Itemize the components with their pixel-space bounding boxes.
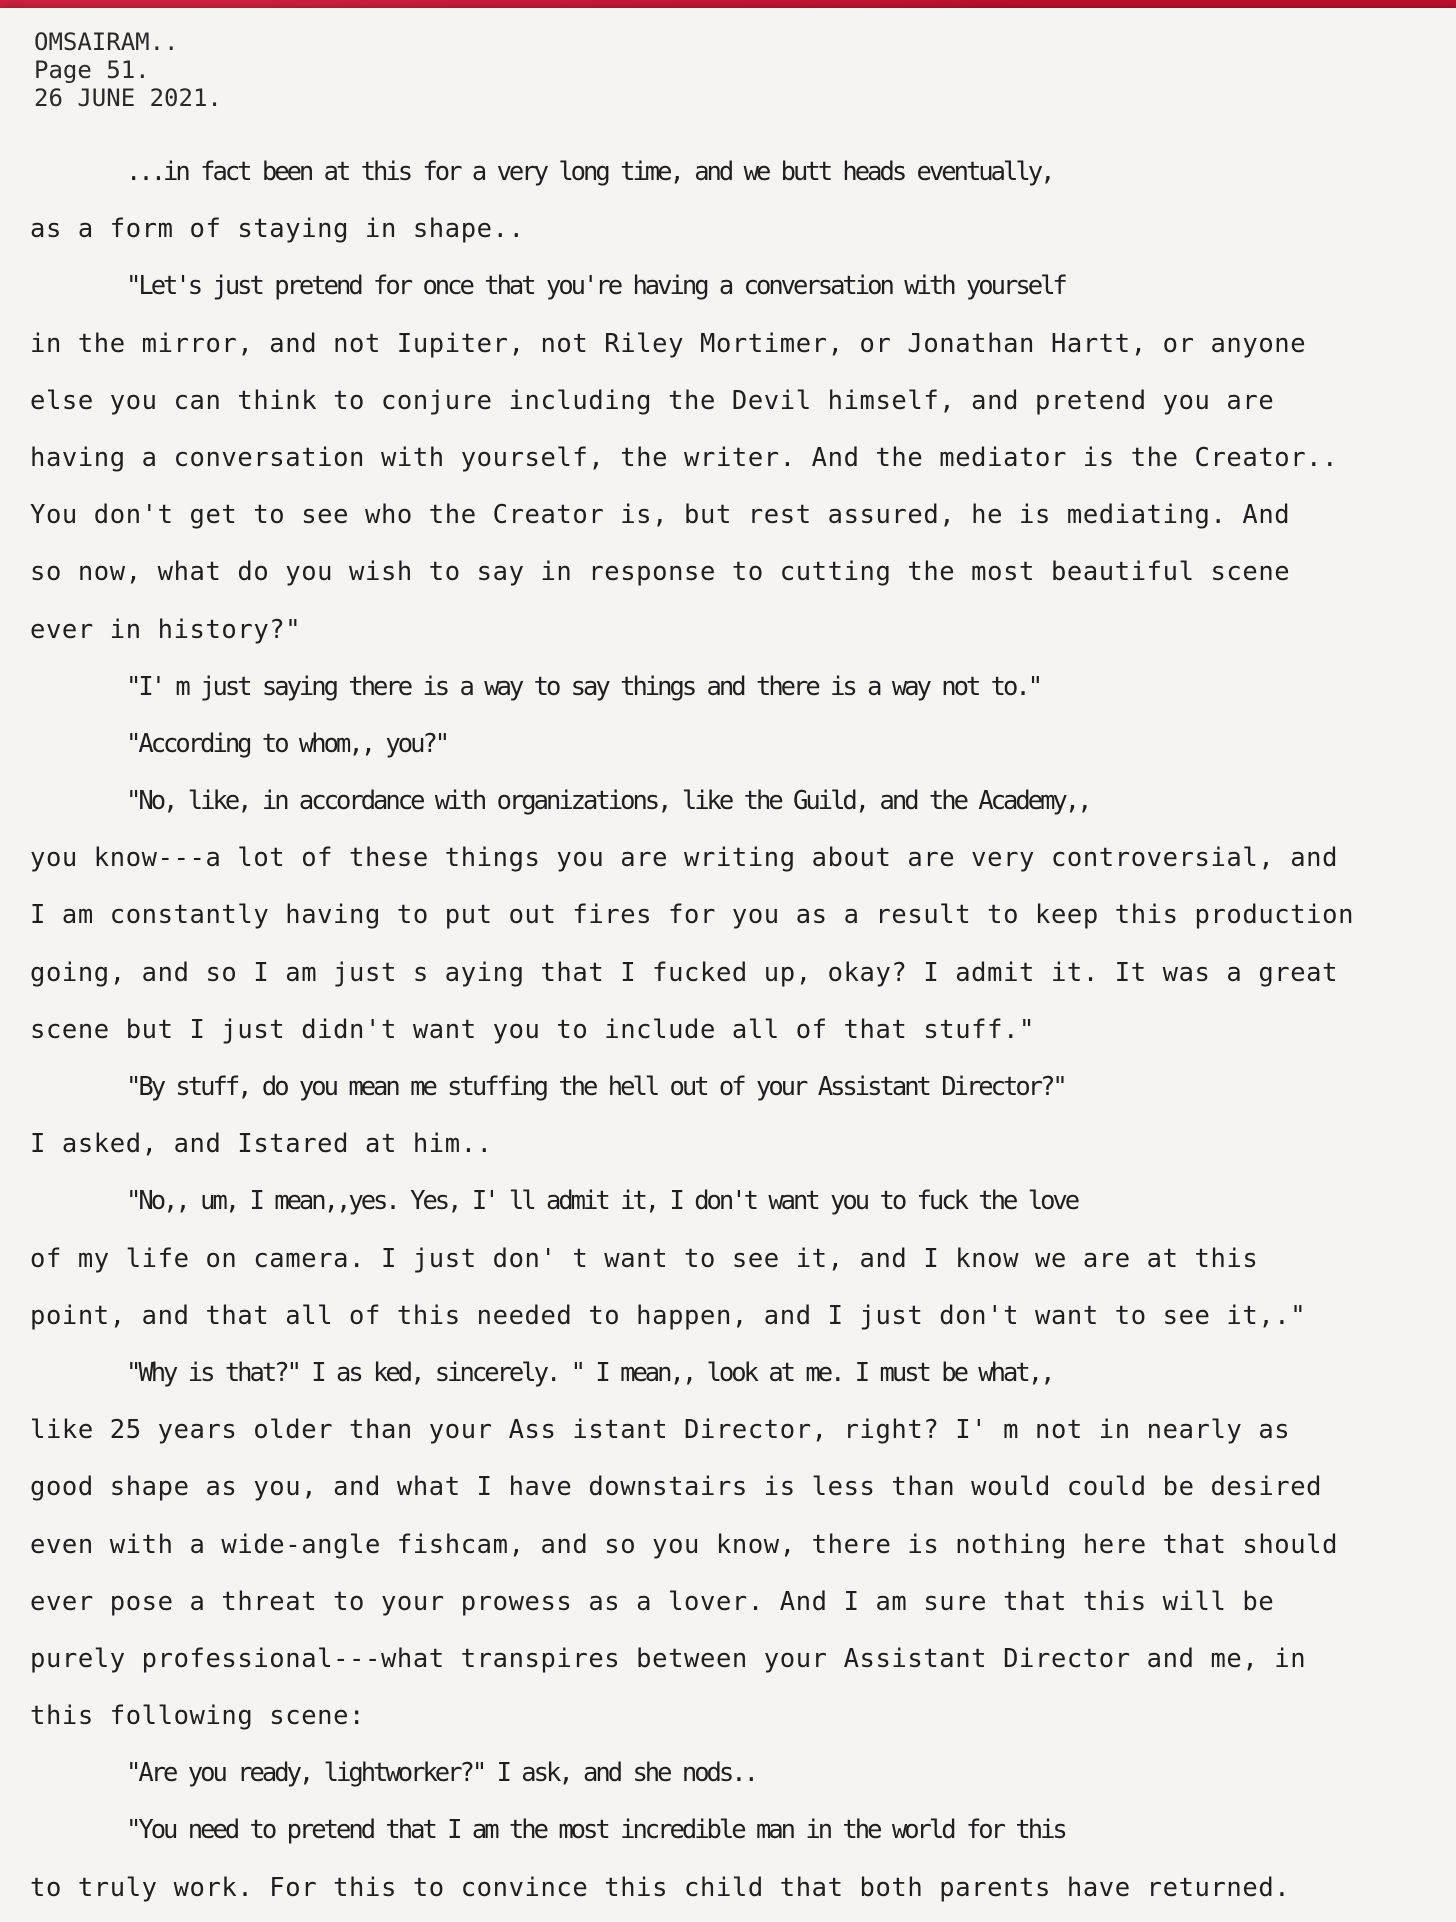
manuscript-line: ever pose a threat to your prowess as a lover. And I am sure that this will be (30, 1586, 1275, 1617)
manuscript-line: I am constantly having to put out fires for you as a result to keep this production (30, 900, 1355, 931)
typewritten-page (0, 8, 1456, 1922)
manuscript-line: purely professional---what transpires between your Assistant Director and me, in (30, 1643, 1307, 1674)
manuscript-line: "I' m just saying there is a way to say things and there is a way not to." (126, 671, 1041, 702)
header-line-page-number: Page 51. (34, 56, 150, 84)
manuscript-line: to truly work. For this to convince this child that both parents have returned. (30, 1872, 1291, 1903)
manuscript-line: good shape as you, and what I have downstairs is less than would could be desired (30, 1472, 1323, 1503)
manuscript-line: this following scene: (30, 1701, 365, 1732)
manuscript-line: you know---a lot of these things you are writing about are very controversial, and (30, 843, 1339, 874)
manuscript-line: ever in history?" (30, 614, 302, 645)
manuscript-line: "Are you ready, lightworker?" I ask, and she nods.. (126, 1758, 756, 1789)
header-line-date: 26 JUNE 2021. (34, 84, 222, 112)
manuscript-line: in the mirror, and not Iupiter, not Riley Mortimer, or Jonathan Hartt, or anyone (30, 328, 1307, 359)
manuscript-line: so now, what do you wish to say in response to cutting the most beautiful scene (30, 557, 1291, 588)
manuscript-line: "According to whom,, you?" (126, 728, 448, 759)
manuscript-line: as a form of staying in shape.. (30, 214, 525, 245)
page-header (34, 28, 222, 112)
manuscript-line: You don't get to see who the Creator is, but rest assured, he is mediating. And (30, 500, 1291, 531)
manuscript-line: "By stuff, do you mean me stuffing the hell out of your Assistant Director?" (126, 1072, 1065, 1102)
manuscript-line: scene but I just didn't want you to include all of that stuff." (30, 1014, 1035, 1045)
manuscript-line: going, and so I am just s aying that I fucked up, okay? I admit it. It was a great (30, 957, 1339, 988)
manuscript-line: ...in fact been at this for a very long time, and we butt heads eventually, (126, 157, 1053, 187)
manuscript-line: "Let's just pretend for once that you're having a conversation with yourself (126, 271, 1065, 302)
manuscript-body (30, 144, 1430, 1917)
manuscript-line: else you can think to conjure including the Devil himself, and pretend you are (30, 385, 1275, 416)
manuscript-line: having a conversation with yourself, the writer. And the mediator is the Creator.. (30, 442, 1339, 473)
manuscript-line: I asked, and Istared at him.. (30, 1129, 493, 1160)
manuscript-line: even with a wide-angle fishcam, and so you know, there is nothing here that should (30, 1529, 1339, 1560)
manuscript-line: "Why is that?" I as ked, sincerely. " I mean,, look at me. I must be what,, (126, 1357, 1053, 1388)
manuscript-line: like 25 years older than your Ass istant Director, right? I' m not in nearly as (30, 1415, 1291, 1446)
manuscript-line: "No,, um, I mean,,yes. Yes, I' ll admit it, I don't want you to fuck the love (126, 1186, 1078, 1217)
manuscript-line: "You need to pretend that I am the most incredible man in the world for this (126, 1815, 1065, 1846)
manuscript-line: of my life on camera. I just don' t want to see it, and I know we are at this (30, 1243, 1259, 1274)
manuscript-line: point, and that all of this needed to happen, and I just don't want to see it,." (30, 1300, 1307, 1331)
header-line-title: OMSAIRAM.. (34, 28, 179, 56)
manuscript-line: "No, like, in accordance with organizations, like the Guild, and the Academy,, (126, 786, 1090, 817)
